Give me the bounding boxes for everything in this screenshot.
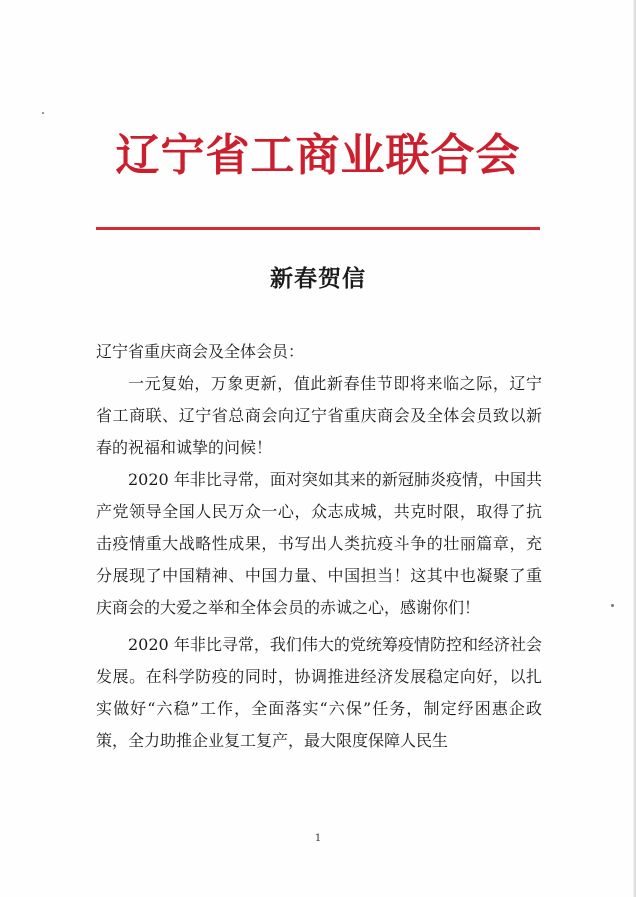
paragraph-greeting: 一元复始，万象更新，值此新春佳节即将来临之际，辽宁省工商联、辽宁省总商会向辽宁省重庆商会及全体会员致以新春的祝福和诚挚的问候！: [96, 374, 542, 457]
letter-body: [96, 336, 542, 757]
salutation: 辽宁省重庆商会及全体会员：: [96, 342, 305, 361]
document-title: 新春贺信: [270, 265, 366, 292]
letterhead-org-name: 辽宁省工商业联合会: [115, 130, 521, 181]
scan-speck: [42, 112, 44, 114]
page-number: 1: [314, 833, 322, 844]
scan-speck: [611, 604, 614, 607]
letterhead-red-rule: [96, 227, 540, 230]
paragraph-pandemic-response: 2020 年非比寻常，面对突如其来的新冠肺炎疫情，中国共产党领导全国人民万众一心，众志成城，共克时限，取得了抗击疫情重大战略性成果，书写出人类抗疫斗争的壮丽篇章，充分展现了中国精神、中国力量、中国担当！这其中也凝聚了重庆商会的大爱之举和全体会员的赤诚之心，感谢你们！: [96, 470, 542, 617]
paragraph-economic-development: 2020 年非比寻常，我们伟大的党统筹疫情防控和经济社会发展。在科学防疫的同时，协调推进经济发展稳定向好，以扎实做好“六稳”工作，全面落实“六保”任务，制定纾困惠企政策，全力助推企业复工复产，最大限度保障人民生: [96, 635, 542, 750]
